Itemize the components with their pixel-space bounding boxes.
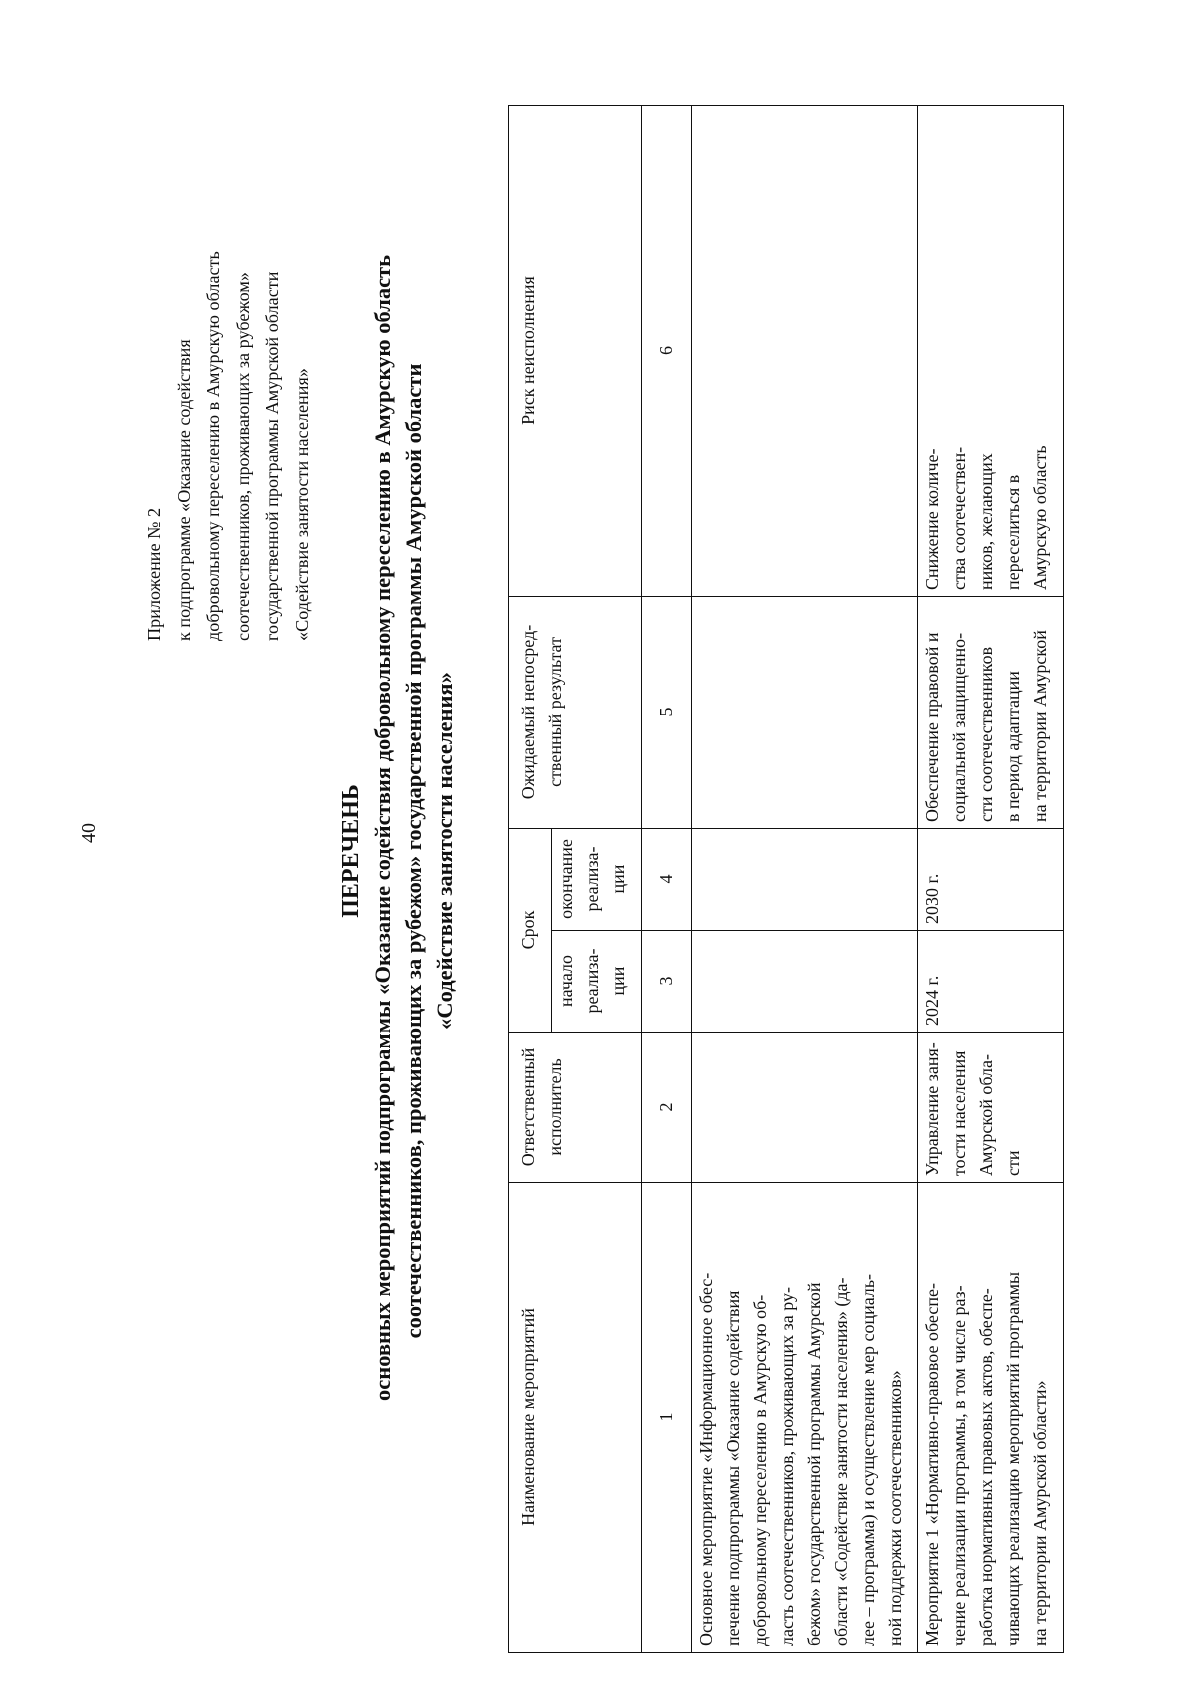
row-result-line: в период адаптации (1003, 671, 1023, 822)
header-cell-result (509, 596, 642, 828)
table-row (692, 105, 918, 1652)
header-start-line: реализа- (582, 948, 602, 1014)
row-name-cell (918, 1183, 1064, 1653)
appendix-line: Приложение № 2 (144, 507, 164, 641)
row-risk-line: ников, желающих (976, 453, 996, 590)
header-risk-text: Риск неисполнения (518, 276, 538, 425)
header-cell-risk (509, 105, 642, 596)
column-number: 5 (642, 596, 692, 828)
title-line: соотечественников, проживающих за рубежом» государственной программы Амурской области (401, 363, 426, 1339)
header-end-line: ции (608, 864, 628, 894)
header-end-line: окончание (556, 839, 576, 919)
appendix-line: добровольному переселению в Амурскую область (203, 251, 223, 641)
row-risk-line: Амурскую область (1030, 445, 1050, 590)
appendix-line: соотечественников, проживающих за рубежом» (232, 272, 253, 641)
header-cell-executor (509, 1033, 642, 1183)
table-row (918, 105, 1064, 1652)
column-number: 2 (642, 1033, 692, 1183)
column-number: 4 (642, 828, 692, 930)
row-executor-line: сти (1003, 1150, 1023, 1176)
appendix-line: «Содействие занятости населения» (291, 368, 312, 641)
row-name-line: Основное мероприятие «Информационное обес- (696, 1272, 716, 1646)
row-name-line: чение реализации программы, в том числе раз- (949, 1285, 969, 1646)
header-result-line: ственный результат (545, 637, 565, 787)
header-name-text: Наименование мероприятий (518, 1308, 538, 1526)
header-cell-name (509, 1183, 642, 1653)
row-name-line: на территории Амурской области» (1030, 1380, 1050, 1646)
document-title (336, 254, 460, 1401)
row-name-line: работка нормативных правовых актов, обеспе- (976, 1288, 996, 1646)
table-header-row (509, 105, 552, 1652)
appendix-line: государственной программы Амурской области (262, 271, 282, 641)
row-executor-line: тости населения (949, 1050, 969, 1176)
row-end-cell (692, 828, 918, 930)
row-name-line: ной поддержки соотечественников» (885, 1370, 905, 1646)
row-risk-cell (918, 105, 1064, 596)
row-executor-cell (918, 1033, 1064, 1183)
header-executor-line: Ответственный (518, 1047, 538, 1167)
row-end-text: 2030 г. (922, 873, 942, 924)
row-name-line: лее – программа) и осуществление мер социаль- (858, 1273, 878, 1646)
row-result-line: на территории Амурской (1030, 630, 1050, 822)
row-result-cell (918, 596, 1064, 828)
header-start-line: начало (556, 954, 576, 1008)
column-number-row (642, 105, 692, 1652)
row-risk-line: ства соотечествен- (949, 446, 969, 590)
appendix-note (140, 101, 317, 641)
column-number: 3 (642, 931, 692, 1033)
row-end-cell (918, 828, 1064, 930)
row-executor-line: Амурской обла- (976, 1053, 996, 1176)
title-heading: ПЕРЕЧЕНЬ (338, 784, 364, 918)
header-end-line: реализа- (582, 846, 602, 912)
row-name-line: печение подпрограммы «Оказание содействия (723, 1290, 743, 1646)
header-executor-line: исполнитель (545, 1058, 565, 1156)
header-term-text: Срок (518, 910, 538, 950)
row-name-line: чивающих реализацию мероприятий программы (1003, 1271, 1023, 1646)
row-start-cell (918, 931, 1064, 1033)
row-name-line: бежом» государственной программы Амурской (804, 1282, 824, 1646)
column-number: 6 (642, 105, 692, 596)
row-risk-line: Снижение количе- (922, 448, 942, 590)
header-start-line: ции (608, 966, 628, 996)
measures-table (508, 105, 1064, 1653)
row-name-line: области «Содействие занятости населения» (да- (831, 1277, 851, 1646)
row-start-text: 2024 г. (922, 975, 942, 1026)
header-result-line: Ожидаемый непосред- (518, 624, 538, 800)
row-result-line: сти соотечественников (976, 646, 996, 822)
title-line: «Содействие занятости населения» (432, 672, 457, 1030)
row-risk-cell (692, 105, 918, 596)
row-name-line: ласть соотечественников, проживающих за ру- (777, 1287, 797, 1646)
header-cell-start (552, 931, 642, 1033)
row-executor-cell (692, 1033, 918, 1183)
row-name-cell (692, 1183, 918, 1653)
row-result-line: Обеспечение правовой и (922, 632, 942, 822)
page-number: 40 (78, 823, 100, 843)
row-result-cell (692, 596, 918, 828)
column-number: 1 (642, 1183, 692, 1653)
row-result-line: социальной защищенно- (949, 632, 969, 822)
header-cell-term (509, 828, 552, 1032)
row-name-line: добровольному переселению в Амурскую об- (750, 1294, 770, 1646)
title-line: основных мероприятий подпрограммы «Оказание содействия добровольному переселению в Амурскую область (370, 254, 395, 1401)
row-start-cell (692, 931, 918, 1033)
row-risk-line: переселиться в (1003, 474, 1023, 590)
header-cell-end (552, 828, 642, 930)
row-executor-line: Управление заня- (922, 1042, 942, 1176)
row-name-line: Мероприятие 1 «Нормативно-правовое обеспе- (922, 1283, 942, 1646)
appendix-line: к подпрограмме «Оказание содействия (173, 339, 194, 641)
